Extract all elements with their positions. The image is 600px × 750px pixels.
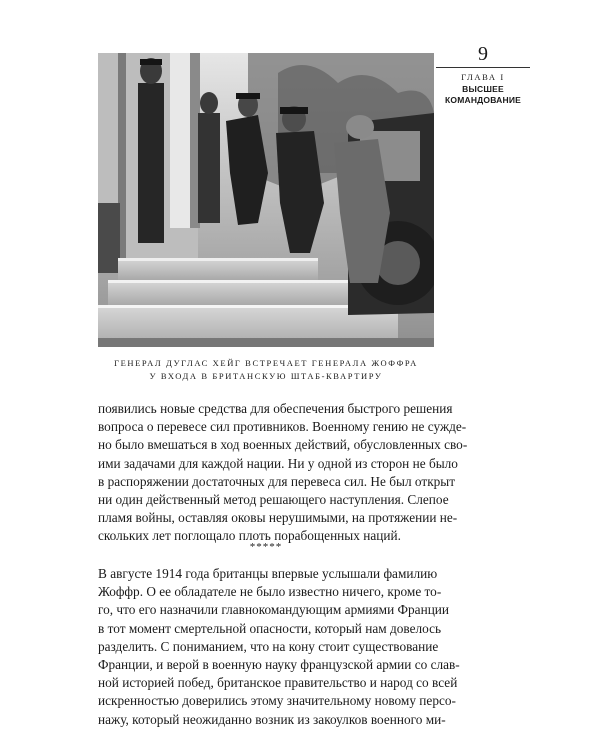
chapter-title-line-2: КОМАНДОВАНИЕ <box>445 95 521 105</box>
text-line: появились новые средства для обеспечения быстрого решения <box>98 401 453 416</box>
text-line: ной историей побед, британское правительство и народ со всей <box>98 675 458 691</box>
paragraph-2 <box>98 565 460 729</box>
text-line: но было вмешаться в ход военных действий, обусловленных сво- <box>98 437 468 453</box>
paragraph-1 <box>98 400 468 546</box>
chapter-title-line-1: ВЫСШЕЕ <box>462 84 504 94</box>
section-separator: ***** <box>249 541 283 553</box>
text-line: Жоффр. О ее обладателе не было известно ничего, кроме то- <box>98 584 442 600</box>
caption-line-2: У ВХОДА В БРИТАНСКУЮ ШТАБ-КВАРТИРУ <box>149 371 383 381</box>
text-line: искренностью доверились этому значительному новому персо- <box>98 693 456 709</box>
text-line: ни один действенный метод решающего наступления. Слепое <box>98 492 449 508</box>
caption-line-1: ГЕНЕРАЛ ДУГЛАС ХЕЙГ ВСТРЕЧАЕТ ГЕНЕРАЛА ЖОФФРА <box>114 358 418 368</box>
text-line: разделить. С пониманием, что на кону стоит существование <box>98 638 439 654</box>
text-line: В августе 1914 года британцы впервые услышали фамилию <box>98 566 438 581</box>
header-rule <box>436 67 530 68</box>
historical-photo <box>98 53 434 347</box>
photo-illustration <box>98 53 434 347</box>
text-line: Франции, и верой в военную науку французской армии со слав- <box>98 657 460 673</box>
photo-caption <box>98 357 434 383</box>
text-line: в распоряжении достаточных для перевеса сил. Не был открыт <box>98 473 456 489</box>
text-line: скольких лет поглощало плоть порабощенных наций. <box>98 528 401 544</box>
text-line: пламя войны, оставляя оковы нерушимыми, на протяжении не- <box>98 510 458 526</box>
text-line: нажу, который неожиданно возник из закоулков военного ми- <box>98 711 446 727</box>
text-line: ими задачами для каждой нации. Ни у одной из сторон не было <box>98 455 458 471</box>
text-line: го, что его назначили главнокомандующим армиями Франции <box>98 602 450 618</box>
chapter-title <box>436 84 530 106</box>
chapter-label: ГЛАВА I <box>461 72 505 82</box>
page-number: 9 <box>478 43 488 65</box>
text-line: вопроса о перевесе сил противников. Военному гению не сужде- <box>98 419 467 435</box>
text-line: в тот момент смертельной опасности, который нам довелось <box>98 620 442 636</box>
